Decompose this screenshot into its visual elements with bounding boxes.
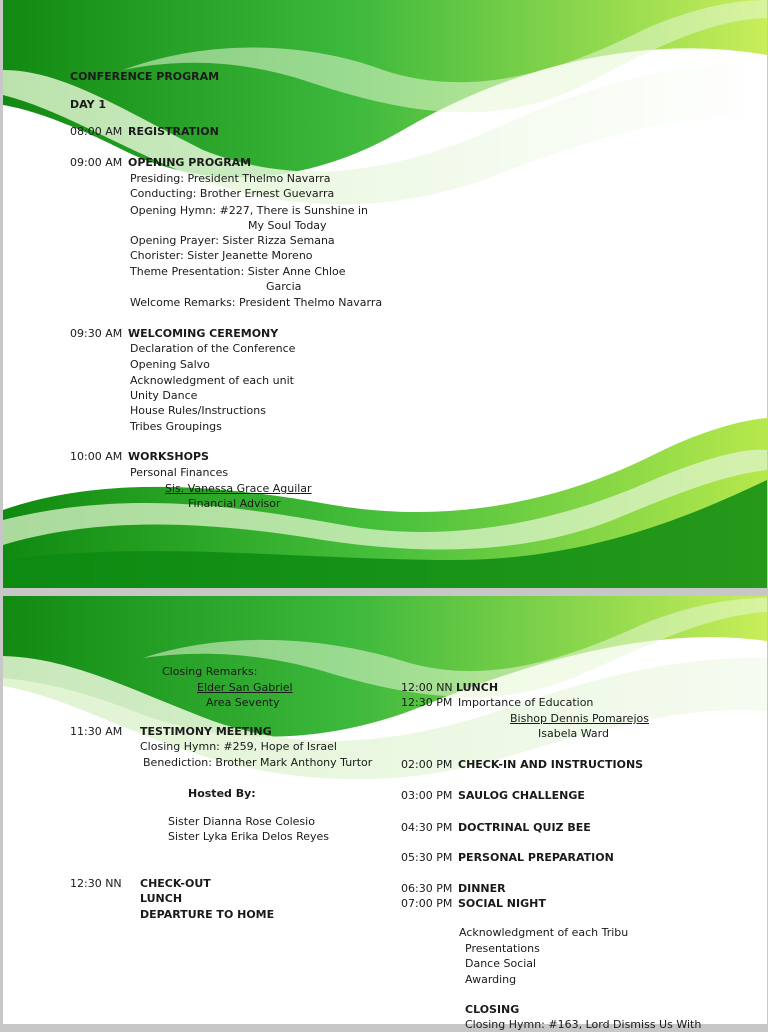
social-time: 07:00 PM: [401, 897, 453, 910]
social-item: Dance Social: [465, 957, 537, 970]
quiz-time: 04:30 PM: [401, 821, 453, 834]
registration-title: REGISTRATION: [128, 125, 219, 138]
checkout-line: DEPARTURE TO HOME: [140, 908, 275, 921]
checkin-title: CHECK-IN AND INSTRUCTIONS: [458, 758, 644, 771]
testimony-hymn: Closing Hymn: #259, Hope of Israel: [140, 740, 337, 753]
lunch-time: 12:00 NN: [401, 681, 453, 694]
opening-line: Garcia: [266, 280, 302, 293]
social-item: Presentations: [465, 942, 540, 955]
opening-line: Theme Presentation: Sister Anne Chloe: [130, 265, 346, 278]
prep-time: 05:30 PM: [401, 851, 453, 864]
workshops-title: WORKSHOPS: [128, 450, 209, 463]
education-speaker: Bishop Dennis Pomarejos: [510, 712, 649, 725]
social-item: Awarding: [465, 973, 517, 986]
checkout-line: LUNCH: [140, 892, 183, 905]
host-name: Sister Lyka Erika Delos Reyes: [168, 830, 330, 843]
saulog-title: SAULOG CHALLENGE: [458, 789, 585, 802]
prep-title: PERSONAL PREPARATION: [458, 851, 614, 864]
checkout-time: 12:30 NN: [70, 877, 122, 890]
welcoming-line: Acknowledgment of each unit: [130, 374, 294, 387]
welcoming-line: Opening Salvo: [130, 358, 210, 371]
education-time: 12:30 PM: [401, 696, 453, 709]
saulog-time: 03:00 PM: [401, 789, 453, 802]
welcoming-line: House Rules/Instructions: [130, 404, 266, 417]
workshop-speaker: Sis. Vanessa Grace Aguilar: [165, 482, 312, 495]
opening-line: Welcome Remarks: President Thelmo Navarra: [130, 296, 383, 309]
education-ward: Isabela Ward: [538, 727, 609, 740]
checkin-time: 02:00 PM: [401, 758, 453, 771]
testimony-time: 11:30 AM: [70, 725, 123, 738]
workshops-time: 10:00 AM: [70, 450, 123, 463]
opening-time: 09:00 AM: [70, 156, 123, 169]
program-page-1: [3, 0, 767, 588]
lunch-title: LUNCH: [456, 681, 499, 694]
welcoming-title: WELCOMING CEREMONY: [128, 327, 279, 340]
closing-title: CLOSING: [465, 1003, 520, 1016]
social-item: Acknowledgment of each Tribu: [459, 926, 629, 939]
dinner-title: DINNER: [458, 882, 506, 895]
registration-time: 08:00 AM: [70, 125, 123, 138]
green-wave-background: [3, 596, 767, 1024]
opening-line: My Soul Today: [248, 219, 327, 232]
closing-remarks-area: Area Seventy: [206, 696, 280, 709]
program-page-2: [3, 596, 767, 1031]
opening-line: Presiding: President Thelmo Navarra: [130, 172, 331, 185]
checkout-line: CHECK-OUT: [140, 877, 211, 890]
welcoming-time: 09:30 AM: [70, 327, 123, 340]
testimony-benediction: Benediction: Brother Mark Anthony Turtor: [143, 756, 373, 769]
workshop-topic: Personal Finances: [130, 466, 229, 479]
hosted-by-label: Hosted By:: [188, 787, 256, 800]
social-title: SOCIAL NIGHT: [458, 897, 546, 910]
day-label: DAY 1: [70, 98, 107, 111]
education-title: Importance of Education: [458, 696, 594, 709]
welcoming-line: Tribes Groupings: [130, 420, 222, 433]
program-title: CONFERENCE PROGRAM: [70, 70, 220, 83]
quiz-title: DOCTRINAL QUIZ BEE: [458, 821, 591, 834]
dinner-time: 06:30 PM: [401, 882, 453, 895]
welcoming-line: Unity Dance: [130, 389, 198, 402]
green-wave-background: [3, 0, 767, 588]
welcoming-line: Declaration of the Conference: [130, 342, 296, 355]
closing-remarks-label: Closing Remarks:: [162, 665, 258, 678]
opening-line: Opening Hymn: #227, There is Sunshine in: [130, 204, 368, 217]
closing-remarks-speaker: Elder San Gabriel: [197, 681, 293, 694]
opening-line: Opening Prayer: Sister Rizza Semana: [130, 234, 335, 247]
testimony-title: TESTIMONY MEETING: [140, 725, 272, 738]
closing-hymn: Closing Hymn: #163, Lord Dismiss Us With: [465, 1018, 702, 1031]
opening-line: Conducting: Brother Ernest Guevarra: [130, 187, 335, 200]
workshop-speaker-role: Financial Advisor: [188, 497, 281, 510]
host-name: Sister Dianna Rose Colesio: [168, 815, 315, 828]
opening-title: OPENING PROGRAM: [128, 156, 252, 169]
opening-line: Chorister: Sister Jeanette Moreno: [130, 249, 313, 262]
